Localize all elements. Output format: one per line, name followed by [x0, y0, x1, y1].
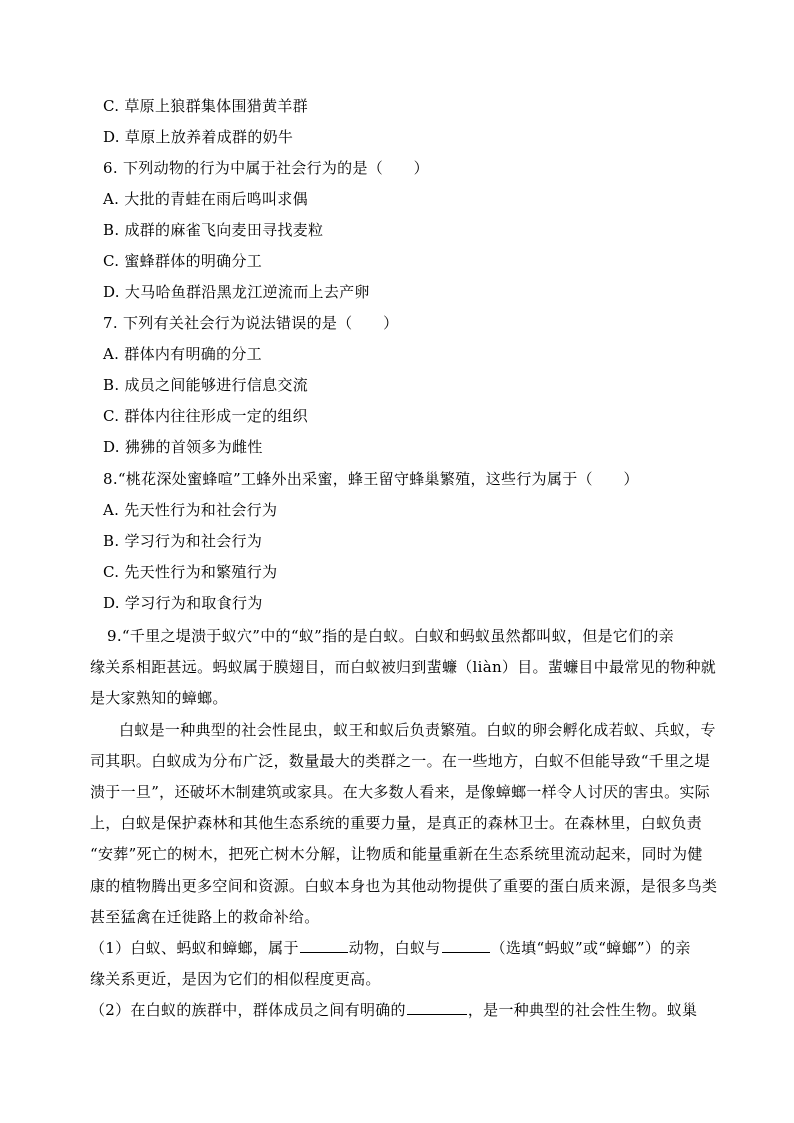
q5-option-d: D. 草原上放养着成群的奶牛	[103, 128, 294, 146]
q6-option-d: D. 大马哈鱼群沿黑龙江逆流而上去产卵	[103, 283, 370, 301]
q6-stem: 6. 下列动物的行为中属于社会行为的是（ ）	[103, 159, 429, 177]
q9-sub1-text-a: （1）白蚁、蚂蚁和蟑螂，属于	[90, 939, 299, 957]
q7-option-b: B. 成员之间能够进行信息交流	[103, 376, 309, 394]
q9-sub2-line1	[90, 1000, 697, 1020]
q9-para2-line1: 白蚁是一种典型的社会性昆虫，蚁王和蚁后负责繁殖。白蚁的卵会孵化成若蚁、兵蚁，专	[119, 721, 716, 739]
q9-para1-line1: 9.“千里之堤溃于蚁穴”中的“蚁”指的是白蚁。白蚁和蚂蚁虽然都叫蚁，但是它们的亲	[107, 627, 674, 645]
q9-sub1-blank-1[interactable]	[300, 938, 348, 953]
q8-option-b: B. 学习行为和社会行为	[103, 532, 263, 550]
q8-stem: 8.“桃花深处蜜蜂喧”工蜂外出采蜜，蜂王留守蜂巢繁殖，这些行为属于（ ）	[103, 470, 639, 488]
q7-option-d: D. 狒狒的首领多为雌性	[103, 438, 263, 456]
q6-option-b: B. 成群的麻雀飞向麦田寻找麦粒	[103, 221, 324, 239]
q9-sub2-text-b: ，是一种典型的社会性生物。蚁巢	[467, 1001, 698, 1019]
q9-sub1-line2: 缘关系更近，是因为它们的相似程度更高。	[90, 970, 381, 988]
q9-sub1-line1	[90, 938, 691, 958]
q6-option-a: A. 大批的青蛙在雨后鸣叫求偶	[103, 190, 308, 208]
q8-option-d: D. 学习行为和取食行为	[103, 594, 263, 612]
q9-para1-line2: 缘关系相距甚远。蚂蚁属于膜翅目，而白蚁被归到蜚蠊（liàn）目。蜚蠊目中最常见的物种就	[90, 658, 717, 676]
q9-sub1-text-c: （选填“蚂蚁”或“蟑螂”）的亲	[490, 939, 691, 957]
q7-stem: 7. 下列有关社会行为说法错误的是（ ）	[103, 314, 399, 332]
q5-option-c: C. 草原上狼群集体围猎黄羊群	[103, 97, 308, 115]
q8-option-c: C. 先天性行为和繁殖行为	[103, 563, 278, 581]
q7-option-a: A. 群体内有明确的分工	[103, 345, 262, 363]
q9-para2-line2: 司其职。白蚁成为分布广泛，数量最大的类群之一。在一些地方，白蚁不但能导致“千里之堤	[90, 752, 710, 770]
q9-sub2-blank-1[interactable]	[407, 1000, 467, 1015]
q9-sub1-blank-2[interactable]	[442, 938, 490, 953]
q9-para2-line7: 甚至猛禽在迁徙路上的救命补给。	[90, 908, 320, 926]
q8-option-a: A. 先天性行为和社会行为	[103, 501, 278, 519]
q9-para2-line4: 上，白蚁是保护森林和其他生态系统的重要力量，是真正的森林卫士。在森林里，白蚁负责	[90, 814, 703, 832]
q9-para2-line6: 康的植物腾出更多空间和资源。白蚁本身也为其他动物提供了重要的蛋白质来源，是很多鸟类	[90, 877, 718, 895]
q9-para2-line5: “安葬”死亡的树木，把死亡树木分解，让物质和能量重新在生态系统里流动起来，同时为健	[90, 845, 703, 863]
q9-sub2-text-a: （2）在白蚁的族群中，群体成员之间有明确的	[90, 1001, 406, 1019]
q9-para2-line3: 溃于一旦”，还破坏木制建筑或家具。在大多数人看来，是像蟑螂一样令人讨厌的害虫。实际	[90, 783, 710, 801]
q9-sub1-text-b: 动物，白蚁与	[348, 939, 441, 957]
q9-para1-line3: 是大家熟知的蟑螂。	[90, 689, 228, 707]
q6-option-c: C. 蜜蜂群体的明确分工	[103, 252, 263, 270]
q7-option-c: C. 群体内往往形成一定的组织	[103, 407, 308, 425]
